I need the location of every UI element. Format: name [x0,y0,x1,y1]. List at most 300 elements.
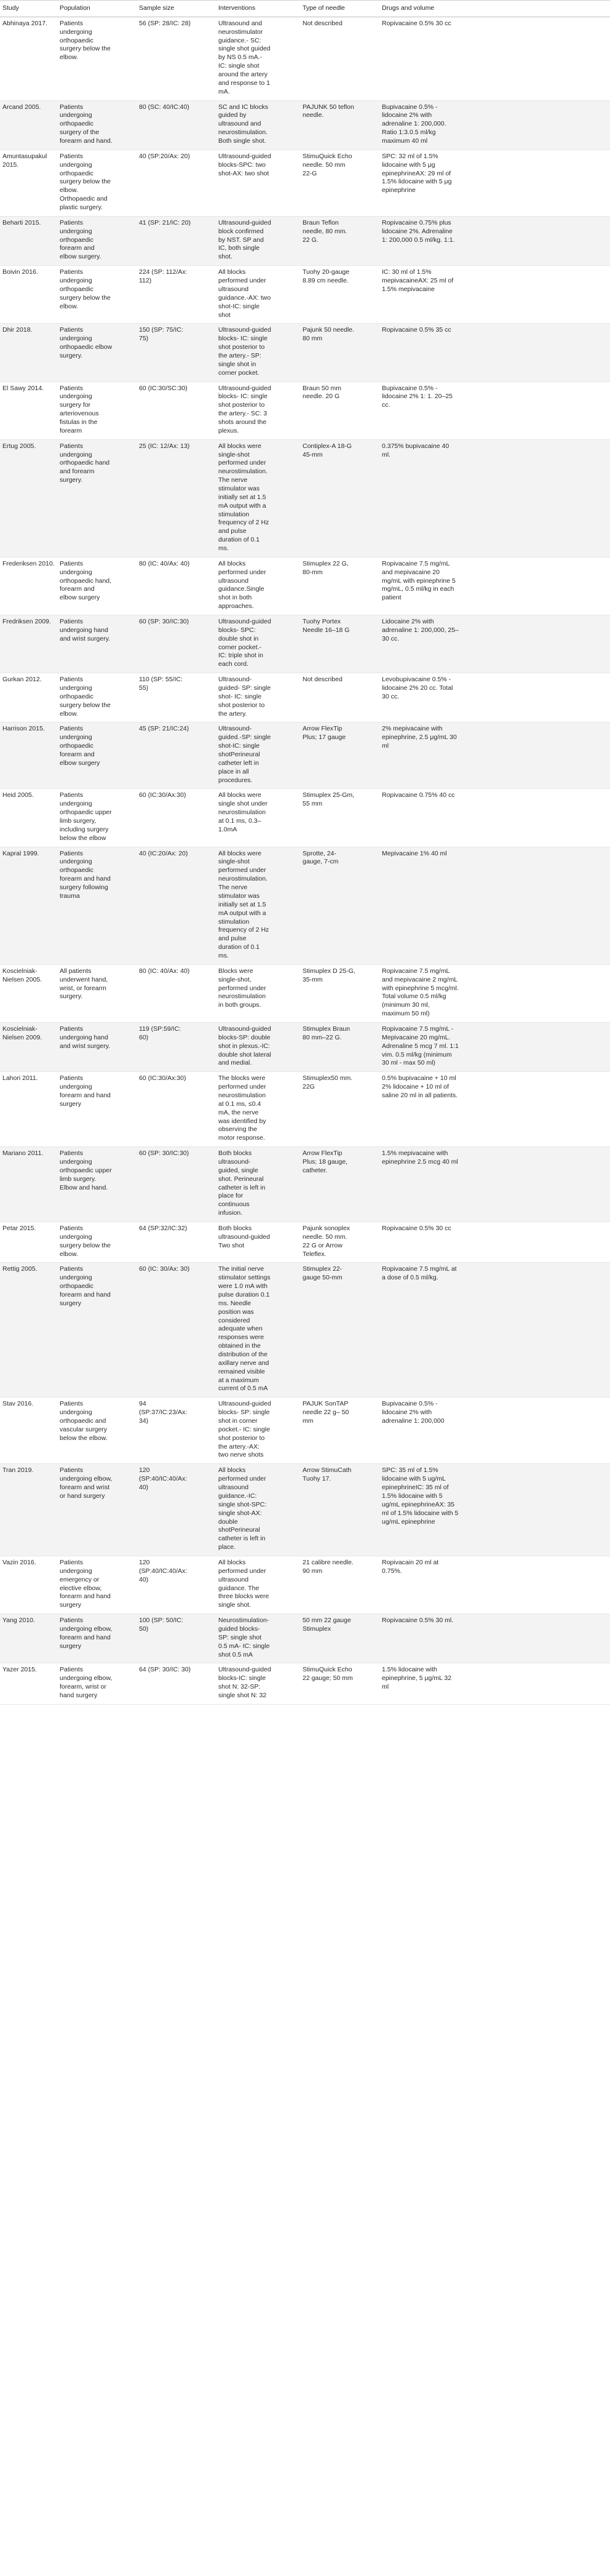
cell-study-text: Rettig 2005. [2,1265,38,1273]
cell-drugs-volume [379,1398,610,1464]
cell-study [0,1263,57,1398]
cell-needle-type [300,216,379,265]
cell-study [0,1222,57,1263]
cell-needle-type [300,964,379,1022]
cell-interventions-text: All blocks performed under ultrasound guidance. The three blocks were single shot. [218,1558,269,1609]
cell-interventions-text: Ultrasound-guided blocks-SPC: two shot-AX: two shot [218,152,271,177]
cell-drugs-volume-text: Ropivacaine 7.5 mg/mL at a dose of 0.5 ml/kg. [382,1265,457,1282]
cell-sample-size-text: 94 (SP:37/IC:23/Ax: 34) [139,1400,188,1425]
cell-interventions [216,964,300,1022]
cell-interventions-text: All blocks performed under ultrasound guidance.Single shot in both approaches. [218,559,266,610]
cell-needle-type [300,17,379,100]
cell-population [57,100,137,150]
cell-population [57,1022,137,1071]
cell-population-text: Patients undergoing orthopaedic surgery below the elbow. [60,676,111,718]
cell-population [57,324,137,382]
cell-study [0,1663,57,1704]
cell-needle-type [300,1614,379,1663]
cell-drugs-volume [379,557,610,615]
cell-needle-type-text: Not described [303,19,343,27]
cell-study-text: Koscielniak-Nielsen 2005. [2,967,42,983]
cell-interventions-text: Ultrasound-guided blocks-SP: double shot in plexus.-IC: double shot lateral and medial. [218,1025,271,1067]
cell-needle-type-text: 50 mm 22 gauge Stimuplex [303,1617,351,1633]
cell-interventions-text: All blocks performed under ultrasound guidance.-AX: two shot-IC: single shot [218,268,271,319]
cell-drugs-volume [379,324,610,382]
cell-sample-size-text: 80 (IC: 40/Ax: 40) [139,967,190,975]
cell-interventions [216,1022,300,1071]
cell-interventions-text: Ultrasound-guided blocks-IC: single shot N: 32-SP: single shot N: 32 [218,1666,271,1699]
table-row [0,439,610,557]
cell-needle-type-text: 21 calibre needle. 90 mm [303,1558,354,1575]
table-row [0,557,610,615]
cell-drugs-volume-text: Bupivacaine 0.5% - lidocaine 2% 1: 1. 20–25 cc. [382,384,453,409]
cell-drugs-volume [379,100,610,150]
cell-drugs-volume-text: SPC: 35 ml of 1.5% lidocaine with 5 ug/mL epinephrineIC: 35 ml of 1.5% lidocaine with 5 ug/mL epinephrineAX: 35 ml of 1.5% lidocaine with 5 ug/mL epinephrine [382,1466,459,1526]
cell-sample-size [137,100,216,150]
cell-needle-type-text: Pajunk sonoplex needle. 50 mm. 22 G or Arrow Teleflex. [303,1225,351,1258]
cell-study [0,439,57,557]
cell-interventions [216,847,300,964]
cell-study-text: Mariano 2011. [2,1150,44,1158]
header-row [0,1,610,17]
cell-drugs-volume-text: Ropivacain 20 ml at 0.75%. [382,1558,439,1575]
cell-population-text: Patients undergoing orthopaedic surgery below the elbow. [60,268,111,310]
cell-sample-size [137,1147,216,1222]
table-row [0,673,610,722]
cell-needle-type-text: Stimuplex Braun 80 mm–22 G. [303,1025,351,1041]
cell-study-text: Yang 2010. [2,1617,35,1625]
cell-interventions [216,216,300,265]
header-needle-type: Type of needle [300,1,379,17]
cell-interventions [216,1464,300,1556]
cell-needle-type [300,673,379,722]
cell-sample-size-text: 25 (IC: 12/Ax: 13) [139,442,190,450]
cell-population [57,150,137,216]
cell-population-text: Patients undergoing elbow, forearm, wrist or hand surgery [60,1666,113,1699]
cell-interventions-text: The blocks were performed under neurostimulation at 0.1 ms, ≤0.4 mA, the nerve was identified by observing the motor response. [218,1074,266,1142]
cell-interventions [216,1663,300,1704]
cell-study-text: Ertug 2005. [2,442,36,450]
cell-needle-type [300,1263,379,1398]
cell-interventions [216,722,300,789]
cell-drugs-volume [379,847,610,964]
cell-drugs-volume [379,1022,610,1071]
cell-drugs-volume [379,789,610,847]
cell-interventions [216,1263,300,1398]
cell-sample-size [137,673,216,722]
cell-interventions-text: Both blocks ultrasound-guided Two shot [218,1225,271,1249]
cell-needle-type-text: Pajunk 50 needle. 80 mm [303,326,355,343]
cell-interventions-text: All blocks were single-shot performed under neurostimulation. The nerve stimulator was initially set at 1.5 mA output with a stimulation frequency of 2 Hz and pulse duration of 0.1 ms. [218,442,269,552]
cell-study-text: Heid 2005. [2,791,34,799]
cell-sample-size-text: 40 (IC:20/Ax: 20) [139,849,188,857]
cell-study-text: Arcand 2005. [2,103,41,111]
header-population: Population [57,1,137,17]
cell-drugs-volume-text: Ropivacaine 7.5 mg/mL - Mepivacaine 20 mg/mL. Adrenaline 5 mcg 7 ml. 1:1 vim. 0.5 ml/kg (minimum 30 ml - max 50 ml) [382,1025,459,1067]
cell-drugs-volume-text: Lidocaine 2% with adrenaline 1: 200,000, 25–30 cc. [382,618,459,642]
cell-interventions [216,1614,300,1663]
cell-study [0,17,57,100]
cell-study [0,1147,57,1222]
cell-study-text: Boivin 2016. [2,268,38,276]
cell-drugs-volume [379,673,610,722]
cell-interventions-text: Ultrasound-guided blocks- IC: single shot posterior to the artery.- SC: 3 shots around the plexus. [218,384,271,434]
cell-study-text: Koscielniak-Nielsen 2009. [2,1025,42,1041]
cell-interventions-text: Ultrasound-guided- SP: single shot- IC: single shot posterior to the artery. [218,676,271,718]
cell-drugs-volume [379,1556,610,1614]
cell-study [0,1556,57,1614]
cell-drugs-volume [379,266,610,324]
cell-interventions [216,439,300,557]
cell-population-text: Patients undergoing orthopaedic hand, forearm and elbow surgery [60,559,112,602]
cell-drugs-volume [379,1147,610,1222]
cell-sample-size-text: 100 (SP: 50/IC: 50) [139,1617,183,1633]
table-row [0,1222,610,1263]
cell-sample-size [137,1222,216,1263]
cell-needle-type [300,324,379,382]
cell-population [57,1614,137,1663]
cell-population [57,964,137,1022]
cell-needle-type [300,100,379,150]
cell-needle-type-text: Arrow StimuCath Tuohy 17. [303,1466,352,1483]
cell-study [0,382,57,439]
cell-study-text: Kapral 1999. [2,849,39,857]
header-drugs-volume: Drugs and volume [379,1,610,17]
cell-needle-type-text: PAJUK SonTAP needle 22 g– 50 mm [303,1400,349,1425]
cell-study-text: Petar 2015. [2,1225,36,1232]
cell-population [57,266,137,324]
cell-sample-size [137,17,216,100]
cell-drugs-volume [379,964,610,1022]
cell-population-text: Patients undergoing orthopaedic forearm and hand surgery [60,1265,111,1307]
cell-population-text: Patients undergoing orthopaedic upper limb surgery. Elbow and hand. [60,1150,112,1191]
cell-sample-size-text: 41 (SP: 21/IC: 20) [139,218,191,226]
cell-drugs-volume-text: Ropivacaine 0.5% 30 cc [382,1225,451,1232]
cell-study-text: Harrison 2015. [2,725,45,733]
cell-population [57,615,137,673]
cell-study [0,1464,57,1556]
cell-interventions [216,266,300,324]
cell-sample-size [137,1464,216,1556]
cell-population [57,673,137,722]
cell-drugs-volume [379,216,610,265]
cell-interventions-text: All blocks performed under ultrasound guidance.-IC: single shot-SPC: single shot-AX: double shotPerineural catheter is left in place. [218,1466,267,1551]
cell-interventions [216,382,300,439]
cell-needle-type [300,1147,379,1222]
cell-population [57,1398,137,1464]
cell-sample-size-text: 60 (IC:30/SC:30) [139,384,188,392]
cell-drugs-volume [379,615,610,673]
cell-population [57,1147,137,1222]
cell-drugs-volume [379,1464,610,1556]
cell-population [57,382,137,439]
cell-sample-size [137,789,216,847]
cell-population [57,1072,137,1147]
cell-drugs-volume-text: Ropivacaine 0.5% 30 cc [382,19,451,27]
cell-interventions-text: Neurostimulation-guided blocks- SP: single shot 0.5 mA- IC: single shot 0.5 mA [218,1617,270,1658]
cell-population-text: Patients undergoing surgery for arteriovenous fistulas in the forearm [60,384,99,434]
cell-sample-size-text: 60 (IC: 30/Ax: 30) [139,1265,190,1273]
cell-interventions-text: SC and IC blocks guided by ultrasound and neurostimulation. Both single shot. [218,103,269,145]
cell-drugs-volume [379,1222,610,1263]
cell-needle-type-text: StimuQuick Echo 22 gauge; 50 mm [303,1666,353,1682]
header-interventions: Interventions [216,1,300,17]
cell-study [0,557,57,615]
cell-interventions [216,1222,300,1263]
cell-interventions [216,1556,300,1614]
cell-needle-type [300,1464,379,1556]
cell-sample-size-text: 60 (SP: 30/IC:30) [139,618,189,625]
cell-sample-size [137,1663,216,1704]
cell-study [0,789,57,847]
cell-needle-type [300,1072,379,1147]
cell-needle-type [300,789,379,847]
cell-population-text: Patients undergoing orthopaedic hand and forearm surgery. [60,442,110,484]
cell-drugs-volume [379,1072,610,1147]
cell-sample-size [137,1398,216,1464]
cell-needle-type [300,382,379,439]
table-row [0,964,610,1022]
cell-population-text: Patients undergoing orthopaedic elbow surgery. [60,326,113,359]
cell-interventions [216,673,300,722]
cell-interventions-text: Both blocks ultrasound-guided, single shot. Perineural catheter is left in place for continuous infusion. [218,1150,266,1217]
cell-study [0,324,57,382]
cell-interventions [216,100,300,150]
cell-sample-size-text: 60 (IC:30/Ax:30) [139,791,186,799]
cell-needle-type [300,150,379,216]
cell-drugs-volume-text: Bupivacaine 0.5% - lidocaine 2% with adrenaline 1: 200,000. Ratio 1:3.0.5 ml/kg maximum 40 ml [382,103,446,145]
cell-drugs-volume-text: Bupivacaine 0.5% - lidocaine 2% with adrenaline 1: 200,000 [382,1400,445,1425]
cell-interventions [216,615,300,673]
cell-drugs-volume [379,1263,610,1398]
cell-interventions-text: Ultrasound-guided blocks- SP: single shot in corner pocket.- IC: single shot posterior to the artery.-AX: two nerve shots [218,1400,271,1459]
cell-study-text: Stav 2016. [2,1400,34,1408]
cell-drugs-volume-text: Ropivacaine 0.75% 40 cc [382,791,455,799]
cell-drugs-volume-text: Ropivacaine 0.75% plus lidocaine 2%. Adrenaline 1: 200,000 0.5 ml/kg. 1:1. [382,218,455,244]
cell-drugs-volume [379,150,610,216]
cell-sample-size [137,324,216,382]
table-body [0,17,610,1704]
cell-sample-size [137,1263,216,1398]
cell-needle-type-text: PAJUNK 50 teflon needle. [303,103,354,119]
cell-study [0,266,57,324]
cell-drugs-volume [379,722,610,789]
cell-population [57,1263,137,1398]
cell-sample-size [137,1072,216,1147]
cell-drugs-volume-text: Ropivacaine 7.5 mg/mL and mepivacaine 20 mg/mL with epinephrine 5 mg/mL, 0.5 ml/kg in each patient [382,559,456,602]
cell-interventions [216,789,300,847]
cell-needle-type-text: Sprotte, 24-gauge, 7-cm [303,849,339,866]
cell-sample-size-text: 120 (SP:40/IC:40/Ax: 40) [139,1558,188,1583]
cell-study [0,847,57,964]
cell-needle-type-text: Not described [303,676,343,684]
cell-study-text: Amuntasupakul 2015. [2,152,47,169]
table-row [0,17,610,100]
cell-population [57,1222,137,1263]
cell-interventions-text: Ultrasound-guided blocks- SPC: double shot in corner pocket.- IC: triple shot in each cord. [218,618,271,668]
cell-needle-type-text: Braun Teflon needle, 80 mm. 22 G. [303,218,347,244]
cell-needle-type [300,1022,379,1071]
cell-population-text: All patients underwent hand, wrist, or forearm surgery. [60,967,108,1001]
cell-interventions-text: Ultrasound-guided.-SP: single shot-IC: single shotPerineural catheter left in place in all procedures. [218,725,271,784]
cell-needle-type-text: Stimuplex 25-Gm, 55 mm [303,791,355,808]
cell-sample-size-text: 80 (SC: 40/IC:40) [139,103,189,111]
cell-drugs-volume [379,1663,610,1704]
cell-interventions [216,557,300,615]
cell-needle-type [300,1222,379,1263]
cell-study-text: Fredriksen 2009. [2,618,51,625]
cell-study [0,722,57,789]
cell-drugs-volume-text: 1.5% lidocaine with epinephrine, 5 μg/mL 32 ml [382,1666,452,1691]
header-study: Study [0,1,57,17]
cell-population [57,216,137,265]
cell-needle-type [300,1556,379,1614]
cell-needle-type [300,847,379,964]
cell-study [0,673,57,722]
cell-needle-type-text: Arrow FlexTip Plus; 18 gauge, catheter. [303,1150,347,1174]
cell-population-text: Patients undergoing orthopaedic forearm and elbow surgery. [60,218,101,261]
cell-study [0,1072,57,1147]
cell-sample-size-text: 64 (SP:32/IC:32) [139,1225,188,1232]
cell-interventions-text: Ultrasound-guided block confirmed by NST. SP and IC, both single shot. [218,218,271,261]
cell-drugs-volume [379,1614,610,1663]
cell-drugs-volume-text: 1.5% mepivacaine with epinephrine 2.5 mcg 40 ml [382,1150,458,1166]
cell-needle-type-text: Arrow FlexTip Plus; 17 gauge [303,725,346,742]
cell-population-text: Patients undergoing hand and wrist surgery. [60,618,111,642]
cell-drugs-volume-text: IC: 30 ml of 1.5% mepivacaineAX: 25 ml of 1.5% mepivacaine [382,268,454,293]
cell-population-text: Patients undergoing elbow, forearm and hand surgery [60,1617,113,1650]
cell-interventions [216,150,300,216]
cell-sample-size [137,439,216,557]
cell-study-text: Beharti 2015. [2,218,41,226]
cell-study-text: El Sawy 2014. [2,384,44,392]
cell-population-text: Patients undergoing orthopaedic surgery below the elbow. [60,19,111,62]
table-row [0,1147,610,1222]
cell-sample-size [137,216,216,265]
table-row [0,100,610,150]
cell-sample-size [137,557,216,615]
cell-study-text: Frederiksen 2010. [2,559,55,567]
cell-needle-type [300,1663,379,1704]
cell-sample-size-text: 120 (SP:40/IC:40/Ax: 40) [139,1466,188,1492]
cell-interventions [216,1147,300,1222]
cell-sample-size-text: 64 (SP: 30/IC: 30) [139,1666,191,1674]
cell-sample-size-text: 56 (SP: 28/IC: 28) [139,19,191,27]
cell-interventions-text: The initial nerve stimulator settings were 1.0 mA with pulse duration 0.1 ms. Needle position was considered adequate when responses were obtained in the distribution of the axillary nerve and remained visible at a maximum current of 0.5 mA [218,1265,271,1393]
cell-needle-type [300,439,379,557]
cell-study [0,150,57,216]
cell-population-text: Patients undergoing orthopaedic and vascular surgery below the elbow. [60,1400,108,1442]
cell-population [57,1663,137,1704]
cell-study [0,100,57,150]
cell-population [57,1556,137,1614]
cell-needle-type-text: Braun 50 mm needle. 20 G [303,384,342,401]
table-row [0,1556,610,1614]
table-row [0,382,610,439]
cell-study [0,216,57,265]
cell-interventions-text: Ultrasound-guided blocks- IC: single shot posterior to the artery.- SP: single shot in corner pocket. [218,326,271,377]
cell-sample-size [137,964,216,1022]
cell-sample-size [137,382,216,439]
table-row [0,1398,610,1464]
cell-needle-type-text: Stimuplex 22 G, 80-mm [303,559,349,576]
cell-needle-type-text: Stimuplex 22-gauge 50-mm [303,1265,343,1282]
cell-study-text: Dhir 2018. [2,326,33,334]
cell-needle-type [300,557,379,615]
cell-study-text: Lahori 2011. [2,1074,38,1082]
cell-needle-type [300,1398,379,1464]
cell-population-text: Patients undergoing surgery below the elbow. [60,1225,111,1258]
cell-sample-size [137,1022,216,1071]
cell-interventions-text: Ultrasound and neurostimulator guidance.- SC: single shot guided by NS 0.5 mA.- IC: single shot around the artery and response to 1 mA. [218,19,271,95]
cell-drugs-volume-text: Mepivacaine 1% 40 ml [382,849,447,857]
cell-drugs-volume-text: Ropivacaine 0.5% 35 cc [382,326,451,334]
cell-sample-size [137,722,216,789]
table-row [0,1464,610,1556]
cell-needle-type-text: Tuohy 20-gauge 8.89 cm needle. [303,268,350,285]
cell-sample-size [137,847,216,964]
cell-needle-type-text: Contiplex-A 18-G 45-mm [303,442,352,458]
cell-drugs-volume-text: Ropivacaine 0.5% 30 ml. [382,1617,454,1625]
cell-population-text: Patients undergoing orthopaedic upper limb surgery, including surgery below the elbow [60,791,112,842]
cell-sample-size-text: 80 (IC: 40/Ax: 40) [139,559,190,567]
header-sample-size: Sample size [137,1,216,17]
cell-population-text: Patients undergoing hand and wrist surgery. [60,1025,111,1050]
cell-drugs-volume-text: SPC: 32 ml of 1.5% lidocaine with 5 μg epinephrineAX: 29 ml of 1.5% lidocaine with 5 μg epinephrine [382,152,452,194]
table-row [0,615,610,673]
cell-drugs-volume [379,439,610,557]
cell-interventions [216,1072,300,1147]
cell-sample-size-text: 60 (IC:30/Ax:30) [139,1074,186,1082]
cell-population-text: Patients undergoing elbow, forearm and wrist or hand surgery [60,1466,113,1500]
table-row [0,847,610,964]
cell-interventions-text: All blocks were single shot under neurostimulation at 0.1 ms, 0.3–1.0mA [218,791,267,833]
cell-needle-type [300,266,379,324]
cell-population-text: Patients undergoing emergency or elective elbow, forearm and hand surgery [60,1558,111,1609]
table-row [0,1072,610,1147]
cell-drugs-volume-text: 2% mepivacaine with epinephrine, 2.5 μg/mL 30 ml [382,725,457,750]
cell-study [0,964,57,1022]
cell-sample-size [137,1556,216,1614]
cell-population-text: Patients undergoing orthopaedic surgery of the forearm and hand. [60,103,113,145]
cell-needle-type-text: StimuQuick Echo needle. 50 mm 22-G [303,152,352,177]
cell-population-text: Patients undergoing orthopaedic forearm and elbow surgery [60,725,100,767]
cell-population [57,789,137,847]
cell-sample-size [137,150,216,216]
table-row [0,216,610,265]
cell-drugs-volume-text: Levobupivacaine 0.5% - lidocaine 2% 20 cc. Total 30 cc. [382,676,453,700]
table-row [0,789,610,847]
cell-drugs-volume-text: 0.5% bupivacaine + 10 ml 2% lidocaine + 10 ml of saline 20 ml in all patients. [382,1074,458,1099]
table-row [0,1614,610,1663]
cell-sample-size-text: 119 (SP:59/IC: 60) [139,1025,181,1041]
cell-drugs-volume-text: Ropivacaine 7.5 mg/mL and mepivacaine 2 mg/mL with epinephrine 5 mcg/ml. Total volume 0.5 ml/kg (minimum 30 ml, maximum 50 ml) [382,967,459,1018]
cell-interventions [216,17,300,100]
cell-population-text: Patients undergoing forearm and hand surgery [60,1074,111,1108]
cell-interventions-text: All blocks were single-shot performed under neurostimulation. The nerve stimulator was initially set at 1.5 mA output with a stimulation frequency of 2 Hz and pulse duration of 0.1 ms. [218,849,269,959]
cell-interventions [216,324,300,382]
cell-study-text: Abhinaya 2017. [2,19,47,27]
cell-sample-size [137,266,216,324]
cell-study [0,1022,57,1071]
cell-sample-size [137,1614,216,1663]
table-row [0,1663,610,1704]
cell-study [0,1614,57,1663]
cell-population-text: Patients undergoing orthopaedic forearm and hand surgery following trauma [60,849,111,900]
cell-drugs-volume-text: 0.375% bupivacaine 40 ml. [382,442,450,458]
table-row [0,1263,610,1398]
cell-sample-size-text: 224 (SP: 112/Ax: 112) [139,268,188,285]
